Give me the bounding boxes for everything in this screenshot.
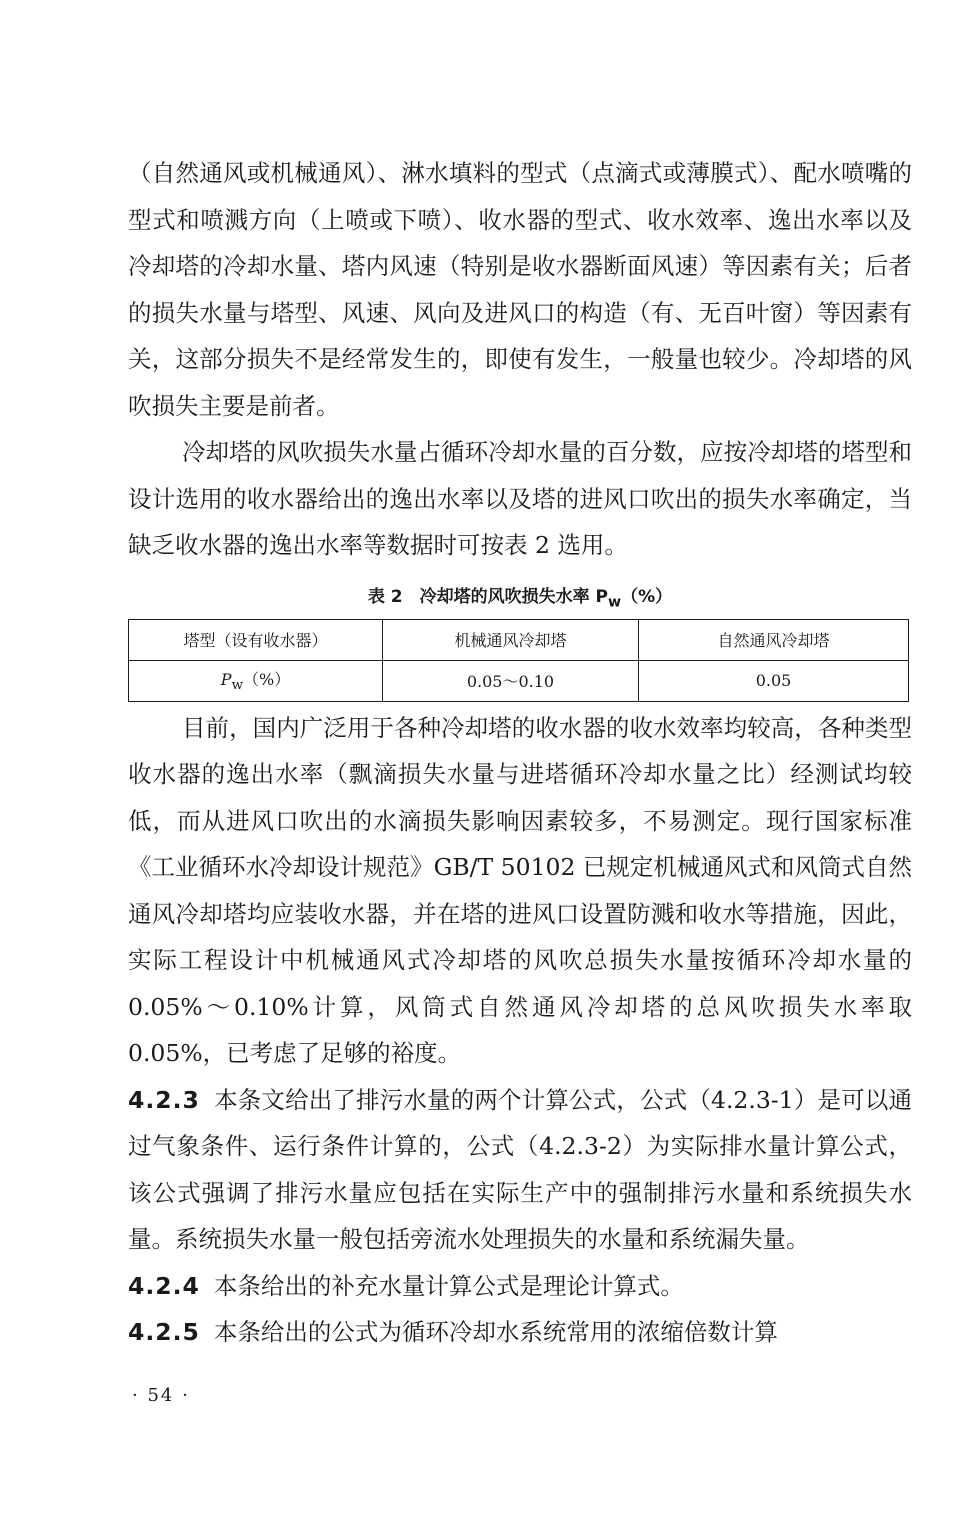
header-mechanical-tower: 机械通风冷却塔 [383, 619, 639, 660]
page-body [128, 150, 912, 1356]
header-tower-type: 塔型（设有收水器） [129, 619, 383, 660]
value-natural: 0.05 [639, 660, 909, 701]
paragraph-wind-loss-rate: 冷却塔的风吹损失水量占循环冷却水量的百分数，应按冷却塔的塔型和设计选用的收水器给出的逸出水率以及塔的进风口吹出的损失水率确定，当缺乏收水器的逸出水率等数据时可按表 2 选用。 [128, 438, 912, 559]
clause-text: 本条给出的补充水量计算公式是理论计算式。 [213, 1271, 684, 1300]
table-row [129, 660, 909, 701]
table-caption-subscript: w [608, 593, 622, 610]
table-caption-text: 表 2 冷却塔的风吹损失水率 P [367, 586, 608, 607]
clause-text: 本条给出的公式为循环冷却水系统常用的浓缩倍数计算 [213, 1318, 778, 1346]
clause-4-2-3 [128, 1077, 912, 1263]
clause-4-2-4 [128, 1263, 912, 1310]
header-natural-tower: 自然通风冷却塔 [639, 619, 909, 660]
paragraph-current-practice: 目前，国内广泛用于各种冷却塔的收水器的收水效率均较高，各种类型收水器的逸出水率（飘滴损失水量与进塔循环冷却水量之比）经测试均较低，而从进风口吹出的水滴损失影响因素较多，不易测定。现行国家标准《工业循环水冷却设计规范》GB/T 50102 已规定机械通风式和风筒式自然通风冷却塔均应装收水器，并在塔的进风口设置防溅和收水等措施，因此，实际工程设计中机械通风式冷却塔的风吹总损失水量按循环冷却水量的 0.05%～0.10%计算，风筒式自然通风冷却塔的总风吹损失水率取0.05%，已考虑了足够的裕度。 [128, 713, 912, 1067]
table-header-row [129, 619, 909, 660]
row-label-subscript: w [231, 678, 243, 694]
table-caption-unit: （%） [621, 586, 673, 607]
clause-number: 4.2.4 [128, 1271, 200, 1300]
page-number: · 54 · [132, 1385, 190, 1406]
clause-text: 本条文给出了排污水量的两个计算公式，公式（4.2.3-1）是可以通过气象条件、运行条件计算的，公式（4.2.3-2）为实际排水量计算公式，该公式强调了排污水量应包括在实际生产中的强制排污水量和系统损失水量。系统损失水量一般包括旁流水处理损失的水量和系统漏失量。 [128, 1085, 912, 1253]
table-caption [128, 569, 912, 619]
clause-number: 4.2.3 [128, 1085, 200, 1114]
row-label-symbol: P [220, 670, 232, 690]
row-label-unit: （%） [242, 670, 291, 690]
paragraph-continued: （自然通风或机械通风）、淋水填料的型式（点滴式或薄膜式）、配水喷嘴的型式和喷溅方向（上喷或下喷）、收水器的型式、收水效率、逸出水率以及冷却塔的冷却水量、塔内风速（特别是收水器断面风速）等因素有关；后者的损失水量与塔型、风速、风向及进风口的构造（有、无百叶窗）等因素有关，这部分损失不是经常发生的，即使有发生，一般量也较少。冷却塔的风吹损失主要是前者。 [128, 159, 912, 420]
row-label-pw [129, 660, 383, 701]
clause-4-2-5 [128, 1309, 912, 1356]
value-mechanical: 0.05～0.10 [383, 660, 639, 701]
wind-loss-table [128, 619, 909, 702]
clause-number: 4.2.5 [128, 1318, 200, 1346]
